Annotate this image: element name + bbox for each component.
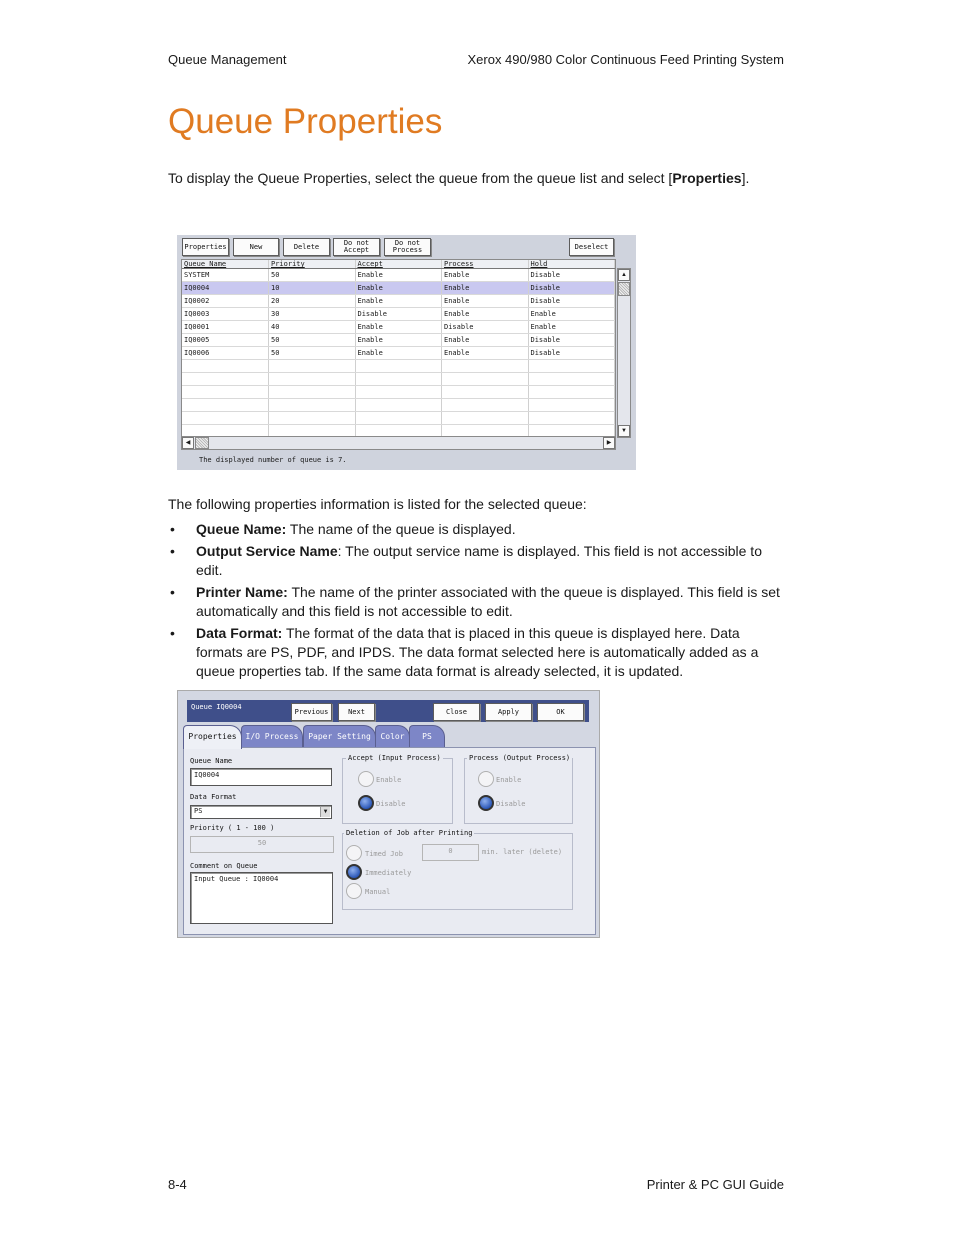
vertical-scrollbar[interactable] [617,268,631,438]
apply-button[interactable]: Apply [485,703,532,721]
timed-minutes-field: 0 [422,844,479,861]
bullet-icon: • [170,584,175,600]
table-row [182,399,615,412]
table-row[interactable] [182,308,615,321]
table-cell: Disable [528,282,615,295]
table-row[interactable] [182,321,615,334]
table-header-row [182,260,615,269]
page-number: 8-4 [168,1177,187,1192]
deselect-button[interactable]: Deselect [569,238,614,256]
table-cell: 10 [269,282,356,295]
column-header[interactable]: Accept [355,260,442,269]
table-cell: Enable [442,334,529,347]
table-cell [528,386,615,399]
table-cell [182,399,269,412]
bullet-icon: • [170,625,175,641]
table-cell [182,373,269,386]
accept-enable-label: Enable [376,776,402,784]
list-item [168,583,788,621]
scroll-left-icon[interactable]: ◀ [182,437,194,449]
bullet-icon: • [170,543,175,559]
intro-text: To display the Queue Properties, select the queue from the queue list and select [ [168,170,673,186]
data-format-select[interactable] [190,805,332,819]
table-cell: Enable [442,308,529,321]
table-cell: Enable [442,282,529,295]
immediately-radio[interactable] [346,864,362,880]
table-cell: IQ0003 [182,308,269,321]
table-cell: Disable [442,321,529,334]
accept-disable-radio[interactable] [358,795,374,811]
bullet-text: The name of the printer associated with the queue is displayed. This field is set automatically and this field is not accessible to edit. [196,584,780,619]
queue-table [181,259,616,437]
table-cell: Disable [355,308,442,321]
table-cell: Enable [355,321,442,334]
immediately-label: Immediately [365,869,412,877]
priority-field: 50 [190,836,334,853]
scroll-thumb[interactable] [618,282,630,296]
delete-button[interactable]: Delete [283,238,330,256]
table-cell: IQ0002 [182,295,269,308]
previous-button[interactable]: Previous [291,703,332,721]
timed-job-radio[interactable] [346,845,362,861]
tab-io-process[interactable]: I/O Process [241,725,303,748]
table-cell: 30 [269,308,356,321]
manual-label: Manual [365,888,391,896]
table-cell: 50 [269,334,356,347]
list-item [168,542,788,580]
scroll-up-icon[interactable]: ▲ [618,269,630,281]
table-cell: IQ0001 [182,321,269,334]
tab-properties[interactable]: Properties [183,725,242,749]
scroll-down-icon[interactable]: ▼ [618,425,630,437]
table-cell: 40 [269,321,356,334]
dialog-title-bar [187,700,589,722]
table-cell: IQ0005 [182,334,269,347]
table-cell: Enable [528,321,615,334]
table-cell: Enable [355,334,442,347]
do-not-accept-button[interactable]: Do not Accept [333,238,380,256]
table-cell: Disable [528,334,615,347]
page-title: Queue Properties [168,102,443,141]
table-cell: Enable [355,282,442,295]
table-row[interactable] [182,282,615,295]
scroll-thumb[interactable] [195,437,209,449]
bullet-text: The name of the queue is displayed. [286,521,516,537]
accept-group-label: Accept (Input Process) [348,754,441,762]
table-cell: 50 [269,347,356,360]
accept-group [342,758,453,824]
table-row [182,373,615,386]
new-button[interactable]: New [233,238,279,256]
table-cell: Enable [442,295,529,308]
table-cell [442,399,529,412]
priority-label: Priority ( 1 - 100 ) [190,824,275,832]
table-cell [528,412,615,425]
comment-field[interactable]: Input Queue : IQ0004 [190,872,333,924]
queue-count-status: The displayed number of queue is 7. [199,456,347,464]
footer-guide-title: Printer & PC GUI Guide [646,1177,784,1192]
table-cell [355,360,442,373]
ok-button[interactable]: OK [537,703,584,721]
intro-text-end: ]. [741,170,750,186]
intro-paragraph [168,169,749,188]
timed-job-label: Timed Job [365,850,403,858]
table-cell: Enable [355,269,442,282]
list-item [168,624,788,681]
scroll-right-icon[interactable]: ▶ [603,437,615,449]
data-format-value: PS [194,807,203,815]
close-button[interactable]: Close [433,703,480,721]
dialog-title: Queue IQ0004 [191,703,242,711]
table-cell [442,373,529,386]
table-cell [355,373,442,386]
comment-label: Comment on Queue [190,862,258,870]
table-cell [269,412,356,425]
process-group-label: Process (Output Process) [469,754,571,762]
chevron-down-icon[interactable]: ▼ [320,807,330,817]
table-cell: Enable [442,269,529,282]
table-cell: 50 [269,269,356,282]
table-row[interactable] [182,347,615,360]
running-header-right: Xerox 490/980 Color Continuous Feed Printing System [467,52,784,67]
table-row [182,360,615,373]
property-list [168,520,788,684]
process-enable-radio[interactable] [478,771,494,787]
table-cell [269,399,356,412]
bullet-term: Printer Name: [196,584,288,600]
running-header-left: Queue Management [168,52,287,67]
process-disable-label: Disable [496,800,526,808]
table-cell [442,412,529,425]
table-cell: Disable [528,295,615,308]
bullet-term: Data Format: [196,625,283,641]
table-cell: SYSTEM [182,269,269,282]
table-cell [442,386,529,399]
table-row[interactable] [182,334,615,347]
table-cell [355,399,442,412]
table-cell: Enable [355,347,442,360]
table-cell: Enable [442,347,529,360]
table-cell [355,386,442,399]
table-row[interactable] [182,295,615,308]
table-cell [269,360,356,373]
table-cell: IQ0004 [182,282,269,295]
bullet-text: : The output service name is displayed. This field is not accessible to edit. [196,543,762,578]
bullet-icon: • [170,521,175,537]
accept-disable-label: Disable [376,800,406,808]
minutes-later-label: min. later (delete) [482,848,563,856]
manual-radio[interactable] [346,883,362,899]
queue-name-label: Queue Name [190,757,233,765]
properties-button[interactable]: Properties [182,238,229,256]
table-row [182,386,615,399]
process-group [464,758,573,824]
table-cell: Disable [528,347,615,360]
process-enable-label: Enable [496,776,522,784]
table-cell [269,373,356,386]
column-header[interactable]: Queue Name [182,260,269,269]
bullet-term: Queue Name: [196,521,287,537]
table-cell [182,386,269,399]
queue-list-screenshot [177,235,636,470]
list-intro: The following properties information is listed for the selected queue: [168,496,587,512]
table-cell: IQ0006 [182,347,269,360]
table-cell [355,412,442,425]
queue-name-field[interactable]: IQ0004 [190,768,332,786]
tab-paper-setting[interactable]: Paper Setting [303,725,376,748]
column-header[interactable]: Priority [269,260,356,269]
table-cell [442,360,529,373]
table-cell [528,360,615,373]
table-cell [269,386,356,399]
table-cell: 20 [269,295,356,308]
bullet-term: Output Service Name [196,543,338,559]
tab-color[interactable]: Color [375,725,410,748]
list-item [168,520,788,539]
table-cell [528,373,615,386]
deletion-group-label: Deletion of Job after Printing [346,829,473,837]
column-header[interactable]: Process [442,260,529,269]
bullet-text: The format of the data that is placed in this queue is displayed here. Data formats are PS, PDF, and IPDS. The data format selected here is automatically added as a queue properties tab. If the same data format is already selected, it is updated. [196,625,759,679]
table-cell [182,360,269,373]
intro-bold: Properties [672,170,742,186]
table-cell: Disable [528,269,615,282]
do-not-process-button[interactable]: Do not Process [384,238,431,256]
table-cell: Enable [528,308,615,321]
queue-properties-screenshot [177,690,600,938]
table-row[interactable] [182,269,615,282]
horizontal-scrollbar[interactable] [181,436,616,450]
table-cell [528,399,615,412]
table-cell [182,412,269,425]
tab-ps[interactable]: PS [409,725,445,748]
process-disable-radio[interactable] [478,795,494,811]
table-row [182,412,615,425]
properties-panel [183,747,596,935]
accept-enable-radio[interactable] [358,771,374,787]
table-cell: Enable [355,295,442,308]
data-format-label: Data Format [190,793,237,801]
next-button[interactable]: Next [338,703,375,721]
column-header[interactable]: Hold [528,260,615,269]
